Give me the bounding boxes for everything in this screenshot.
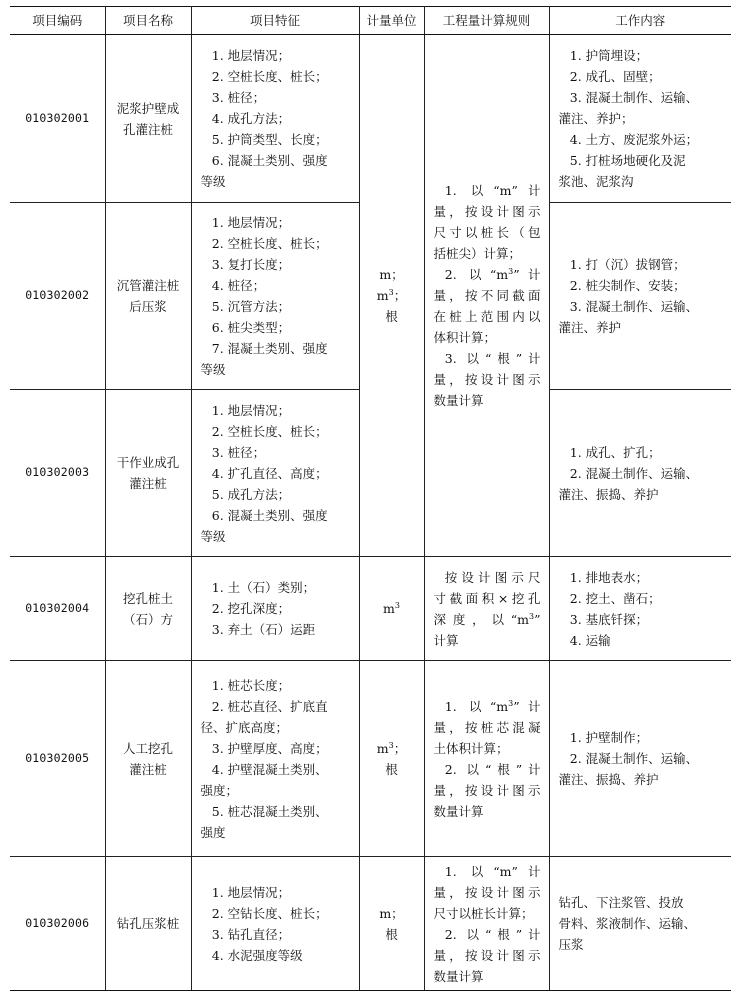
cell-line: 尺寸以桩长计算；	[433, 905, 534, 921]
cell-line: 2. 以“根”计	[444, 926, 541, 942]
cell-features	[191, 661, 359, 857]
cell-line: 4. 成孔方法；	[211, 111, 291, 126]
cell-line: 量，按设计图示	[433, 372, 541, 387]
cell-line: m；	[379, 905, 404, 921]
cell-line: 4. 护壁混凝土类别、	[211, 761, 328, 777]
cell-work	[549, 557, 731, 661]
cell-line: 数量计算	[433, 393, 484, 408]
cell-line: m；	[379, 267, 404, 282]
header-code: 项目编码	[10, 7, 105, 35]
cell-line: 1. 以“m”计	[444, 863, 541, 879]
cell-line: 灌注、养护；	[558, 111, 634, 126]
cell-line: 灌注桩	[129, 761, 167, 777]
cell-rule	[424, 557, 549, 661]
cell-line: 灌注、振捣、养护	[558, 772, 659, 787]
cell-line: 1. 排地表水；	[569, 569, 649, 585]
cell-line: 6. 混凝土类别、强度	[211, 153, 328, 168]
cell-line: 沉管灌注桩	[116, 278, 180, 293]
cell-line: 1. 地层情况；	[211, 215, 291, 230]
cell-line: 5. 沉管方法；	[211, 299, 291, 314]
cell-line: 4. 水泥强度等级	[211, 947, 303, 963]
cell-line: 1. 打（沉）拔钢管；	[569, 257, 686, 272]
cell-line: 5. 打桩场地硬化及泥	[569, 153, 686, 168]
cell-code: 010302002	[10, 203, 105, 390]
table-row	[10, 661, 731, 857]
cell-line: 强度；	[200, 782, 239, 798]
cell-line: 孔灌注桩	[122, 121, 173, 137]
cell-line: 3. 基底钎探；	[569, 611, 649, 627]
cell-line: 量，按设计图示	[433, 947, 541, 963]
cell-line: $m^3$	[383, 600, 400, 616]
cell-line: 等级	[200, 362, 226, 377]
cell-line: 钻孔压浆桩	[116, 916, 180, 931]
cell-unit	[359, 857, 424, 991]
cell-unit	[359, 661, 424, 857]
cell-code: 010302006	[10, 857, 105, 991]
cell-name	[105, 557, 191, 661]
cell-line: 4. 运输	[569, 632, 611, 648]
cell-code: 010302003	[10, 390, 105, 557]
cell-line: 浆池、泥浆沟	[558, 174, 634, 189]
cell-line: 1. 以“$m^3$”计	[444, 698, 541, 714]
cell-line: 4. 桩径；	[211, 278, 266, 293]
cell-rule	[424, 661, 549, 857]
cell-line: 按设计图示尺	[444, 569, 541, 585]
cell-line: 骨料、浆液制作、运输、	[558, 916, 697, 931]
cell-line: 1. 护壁制作；	[569, 730, 649, 745]
cell-line: 2. 空桩长度、桩长；	[211, 236, 328, 251]
cell-work	[549, 35, 731, 203]
cell-work	[549, 661, 731, 857]
cell-line: 7. 混凝土类别、强度	[211, 341, 328, 356]
header-rule: 工程量计算规则	[424, 7, 549, 35]
cell-line: 泥浆护壁成	[116, 100, 180, 116]
cell-line: 2. 混凝土制作、运输、	[569, 465, 699, 481]
cell-line: 灌注桩	[129, 476, 167, 491]
cell-line: 土体积计算；	[433, 740, 509, 756]
cell-line: 量，按设计图示	[433, 204, 541, 219]
cell-line: 2. 挖孔深度；	[211, 601, 291, 616]
cell-line: 灌注、振捣、养护	[558, 486, 659, 502]
cell-line: 人工挖孔	[122, 740, 173, 756]
cell-line: 1. 地层情况；	[211, 884, 291, 900]
cell-features	[191, 390, 359, 557]
cell-line: 数量计算	[433, 803, 484, 819]
cell-line: 计算	[433, 632, 459, 648]
cell-line: 3. 复打长度；	[211, 257, 291, 272]
cell-features	[191, 857, 359, 991]
cell-line: 灌注、养护	[558, 320, 622, 335]
cell-line: 3. 混凝土制作、运输、	[569, 90, 699, 105]
cell-line: 根	[385, 761, 398, 777]
header-name: 项目名称	[105, 7, 191, 35]
cell-name	[105, 203, 191, 390]
table-row	[10, 35, 731, 203]
cell-line: 1. 护筒埋设；	[569, 48, 649, 63]
cell-unit	[359, 557, 424, 661]
header-features: 项目特征	[191, 7, 359, 35]
cell-line: 径、扩底高度；	[200, 719, 289, 735]
cell-line: 量，按桩芯混凝	[433, 719, 541, 735]
cell-features	[191, 203, 359, 390]
cell-line: 2. 空桩长度、桩长；	[211, 69, 328, 84]
cell-line: 等级	[200, 174, 226, 189]
cell-line: 4. 扩孔直径、高度；	[211, 465, 328, 481]
cell-line: 2. 空桩长度、桩长；	[211, 423, 328, 439]
cell-line: 2. 以“$m^3$”计	[444, 266, 541, 282]
cell-line: 量，按设计图示	[433, 884, 541, 900]
header-row	[10, 7, 731, 35]
cell-code: 010302004	[10, 557, 105, 661]
header-work: 工作内容	[549, 7, 731, 35]
cell-line: 寸截面积×挖孔	[433, 590, 541, 606]
cell-line: $m^3$；	[376, 287, 407, 303]
cell-line: 1. 成孔、扩孔；	[569, 444, 661, 460]
cell-line: 数量计算	[433, 968, 484, 984]
cell-line: 5. 成孔方法；	[211, 486, 291, 502]
cell-name	[105, 390, 191, 557]
cell-name	[105, 661, 191, 857]
cell-line: 2. 成孔、固壁；	[569, 69, 661, 84]
cell-work	[549, 857, 731, 991]
cell-line: $m^3$；	[376, 740, 407, 756]
cell-rule	[424, 857, 549, 991]
cell-name	[105, 35, 191, 203]
cell-line: 3. 以“根”计	[444, 351, 541, 366]
cell-line: 3. 护壁厚度、高度；	[211, 740, 328, 756]
cell-line: 2. 空钻长度、桩长；	[211, 905, 328, 921]
cell-line: 3. 弃土（石）运距	[211, 622, 316, 637]
cell-line: 2. 桩尖制作、安装；	[569, 278, 686, 293]
cell-line: 钻孔、下注浆管、投放	[558, 895, 684, 910]
cell-line: 3. 钻孔直径；	[211, 926, 291, 942]
cell-line: 6. 桩尖类型；	[211, 320, 291, 335]
cell-line: 5. 护筒类型、长度；	[211, 132, 328, 147]
cell-line: 根	[385, 926, 398, 942]
cell-line: 挖孔桩土	[122, 590, 173, 606]
cell-line: 等级	[200, 528, 226, 544]
cell-unit-merged	[359, 35, 424, 557]
cell-line: 1. 土（石）类别；	[211, 580, 316, 595]
header-unit: 计量单位	[359, 7, 424, 35]
cell-line: 3. 混凝土制作、运输、	[569, 299, 699, 314]
cell-line: 2. 桩芯直径、扩底直	[211, 698, 328, 714]
cell-line: 在桩上范围内以	[433, 309, 541, 324]
cell-line: （石）方	[122, 611, 173, 627]
cell-line: 4. 土方、废泥浆外运；	[569, 132, 699, 147]
cell-line: 压浆	[558, 937, 584, 952]
cell-line: 1. 地层情况；	[211, 48, 291, 63]
table-row	[10, 857, 731, 991]
cell-line: 1. 地层情况；	[211, 402, 291, 418]
cell-name	[105, 857, 191, 991]
cell-line: 1. 桩芯长度；	[211, 677, 291, 693]
cell-line: 3. 桩径；	[211, 90, 266, 105]
cell-line: 体积计算；	[433, 330, 497, 345]
cell-line: 3. 桩径；	[211, 444, 266, 460]
cell-work	[549, 390, 731, 557]
cell-rule-merged	[424, 35, 549, 557]
cell-line: 括桩尖）计算；	[433, 246, 522, 261]
cell-line: 量，按不同截面	[433, 288, 541, 303]
cell-line: 2. 混凝土制作、运输、	[569, 751, 699, 766]
cell-code: 010302005	[10, 661, 105, 857]
cell-line: 6. 混凝土类别、强度	[211, 507, 328, 523]
cell-line: 1. 以“m”计	[444, 183, 541, 198]
cell-line: 深度，以“$m^3$”	[433, 611, 541, 627]
cell-line: 量，按设计图示	[433, 782, 541, 798]
cell-line: 干作业成孔	[116, 455, 180, 470]
cell-code: 010302001	[10, 35, 105, 203]
cell-line: 尺寸以桩长（包	[433, 225, 541, 240]
cell-line: 根	[385, 309, 398, 324]
cell-line: 后压浆	[129, 299, 167, 314]
cell-features	[191, 35, 359, 203]
pile-spec-table	[10, 6, 731, 991]
cell-work	[549, 203, 731, 390]
cell-line: 5. 桩芯混凝土类别、	[211, 803, 328, 819]
cell-features	[191, 557, 359, 661]
cell-line: 2. 以“根”计	[444, 761, 541, 777]
cell-line: 2. 挖土、凿石；	[569, 590, 661, 606]
table-row	[10, 557, 731, 661]
cell-line: 强度	[200, 824, 226, 840]
